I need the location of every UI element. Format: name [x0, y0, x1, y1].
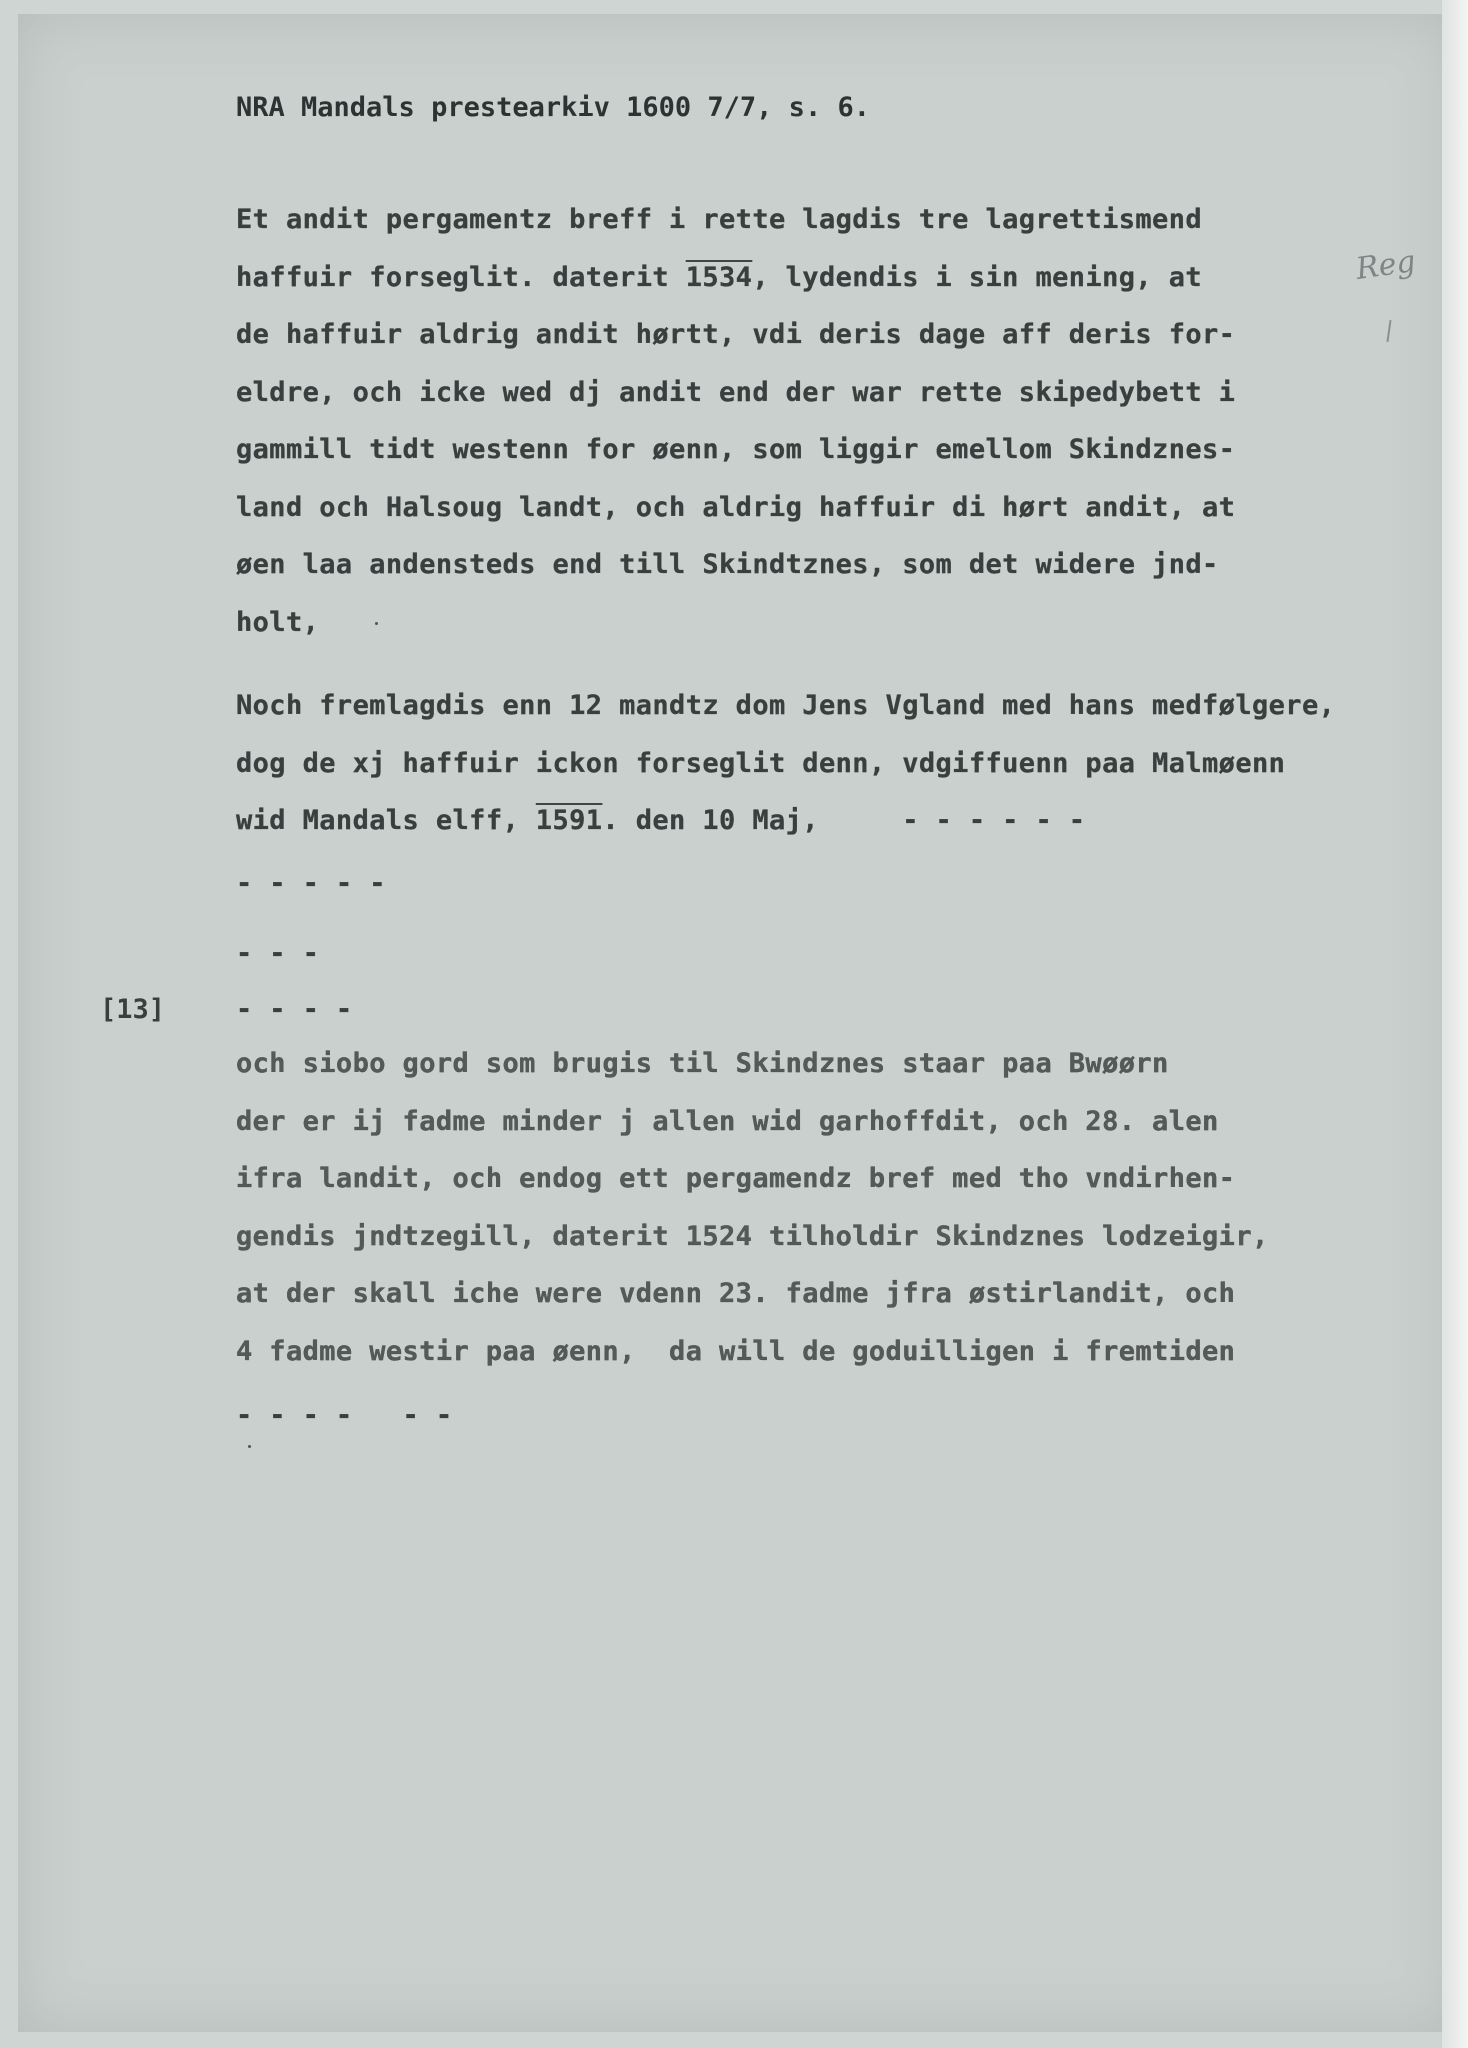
- text-line: [236, 1106, 1219, 1137]
- text-segment: øen laa andensteds end till Skindtznes, som det widere jnd-: [236, 549, 1219, 580]
- speck: [375, 622, 378, 625]
- text-line: [236, 748, 1285, 779]
- text-line: [236, 434, 1235, 465]
- text-segment: , lydendis i sin mening, at: [752, 261, 1203, 293]
- text-line: [236, 492, 1235, 523]
- text-segment: de haffuir aldrig andit hørtt, vdi deris dage aff deris for-: [236, 319, 1236, 350]
- text-segment: dog de xj haffuir ickon forseglit denn, vdgiffuenn paa Malmøenn: [236, 747, 1286, 779]
- text-line: [236, 1163, 1235, 1194]
- text-line: [236, 607, 319, 638]
- text-line: [236, 1048, 1169, 1079]
- text-segment: gendis jndtzegill, daterit 1524 tilholdir Skindznes lodzeigir,: [236, 1220, 1269, 1252]
- text-segment: gammill tidt westenn for øenn, som liggir emellom Skindznes-: [236, 434, 1236, 465]
- text-line: [236, 1278, 1235, 1309]
- dash-line-1: - - - - -: [236, 868, 386, 899]
- text-line: [236, 204, 1202, 235]
- overlined-year: 1591: [535, 805, 603, 836]
- document-title: NRA Mandals prestearkiv 1600 7/7, s. 6.: [236, 92, 870, 123]
- dash-line-2: - - -: [236, 938, 320, 969]
- scan-edge: [1442, 0, 1468, 2048]
- text-segment: haffuir forseglit. daterit: [236, 261, 686, 293]
- text-segment: der er ij fadme minder j allen wid garhoffdit, och 28. alen: [236, 1105, 1219, 1137]
- text-segment: . den 10 Maj, - - - - - -: [602, 805, 1086, 836]
- text-segment: och siobo gord som brugis til Skindznes staar paa Bwøørn: [236, 1048, 1169, 1079]
- pencil-note: Reg: [1353, 244, 1418, 287]
- text-segment: Noch fremlagdis enn 12 mandtz dom Jens Vgland med hans medfølgere,: [236, 690, 1336, 721]
- text-segment: ifra landit, och endog ett pergamendz bref med tho vndirhen-: [236, 1163, 1236, 1194]
- text-line: [236, 377, 1235, 408]
- text-segment: land och Halsoug landt, och aldrig haffuir di hørt andit, at: [236, 491, 1236, 523]
- text-segment: holt,: [236, 606, 320, 638]
- dash-line-4: - - - - - -: [236, 1400, 453, 1431]
- text-line: [236, 1221, 1269, 1252]
- text-line: [236, 805, 1085, 836]
- speck: [248, 1445, 251, 1448]
- text-segment: 4 fadme westir paa øenn, da will de goduilligen i fremtiden: [236, 1335, 1236, 1367]
- text-line: [236, 549, 1219, 580]
- text-segment: eldre, och icke wed dj andit end der war rette skipedybett i: [236, 376, 1236, 408]
- text-line: [236, 319, 1235, 350]
- text-segment: wid Mandals elff,: [236, 805, 536, 836]
- text-line: [236, 690, 1335, 721]
- margin-reference: [13]: [100, 994, 166, 1025]
- text-line: [236, 262, 1202, 293]
- text-segment: at der skall iche were vdenn 23. fadme jfra østirlandit, och: [236, 1278, 1236, 1309]
- text-segment: Et andit pergamentz breff i rette lagdis tre lagrettismend: [236, 204, 1203, 235]
- text-line: [236, 1336, 1235, 1367]
- document-page: [18, 14, 1456, 2032]
- overlined-year: 1534: [685, 261, 753, 293]
- dash-line-3: - - - -: [236, 994, 353, 1025]
